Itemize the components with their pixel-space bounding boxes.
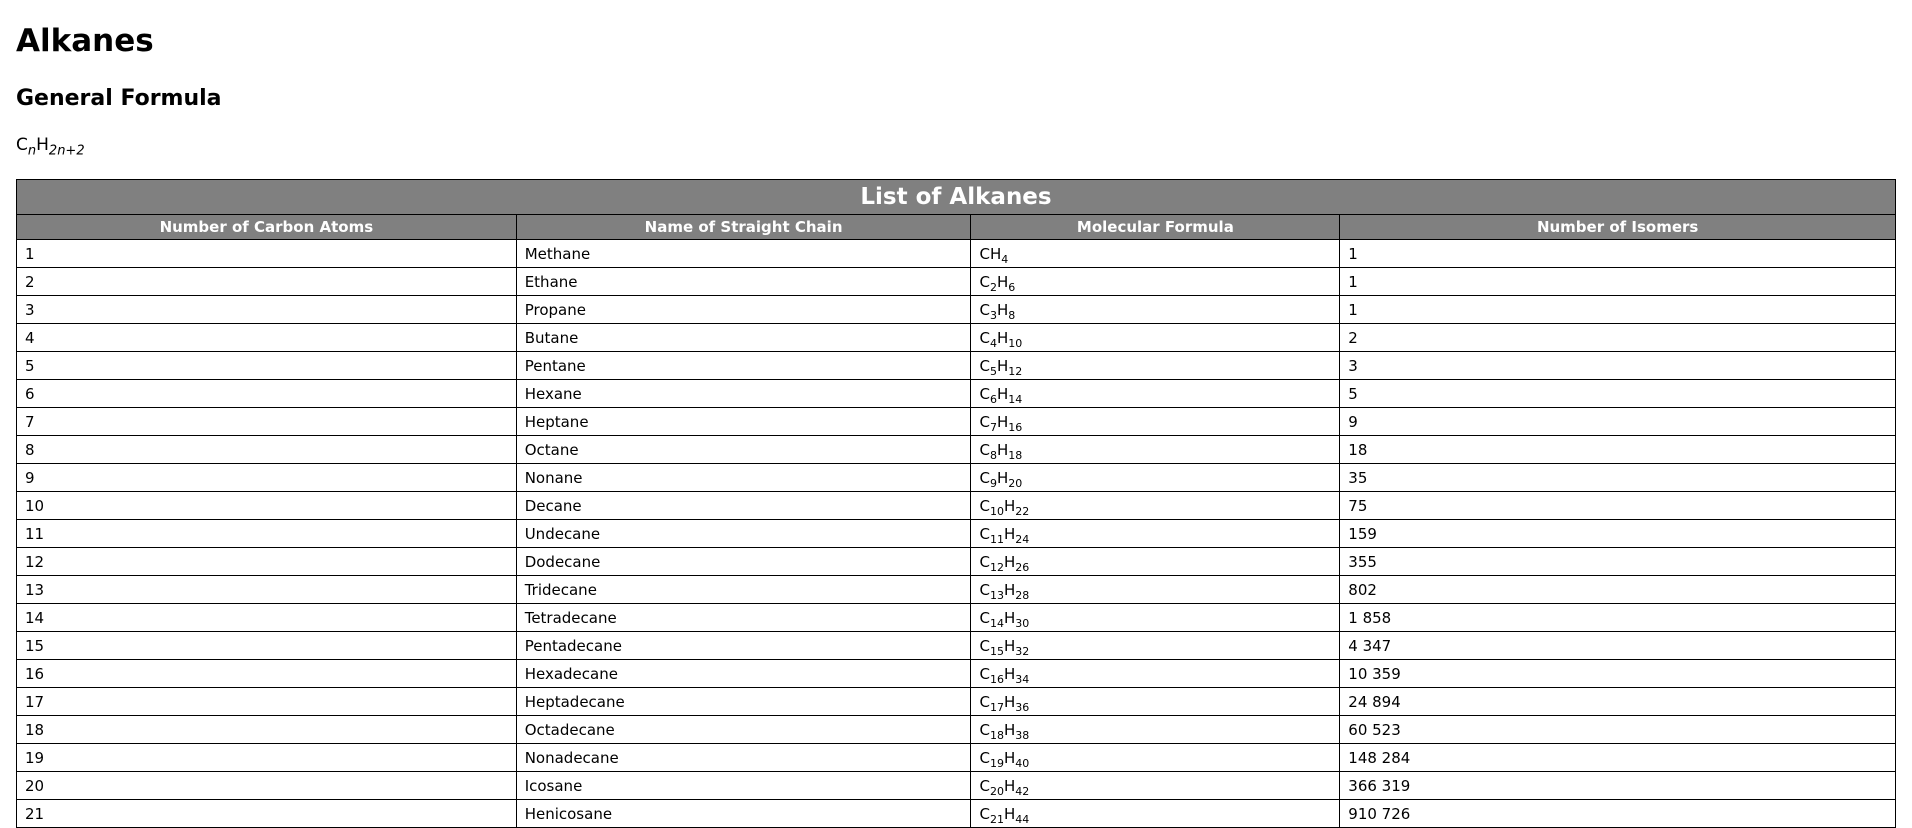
formula-hydrogen-subscript: 6: [1008, 280, 1016, 294]
cell-chain-name: Octadecane: [516, 716, 971, 744]
formula-hydrogen-subscript: 16: [1008, 420, 1023, 434]
cell-molecular-formula: [971, 772, 1340, 800]
cell-molecular-formula: [971, 464, 1340, 492]
formula-hydrogen-subscript: 32: [1015, 644, 1030, 658]
table-row: [17, 436, 1896, 464]
header-carbon-atoms: Number of Carbon Atoms: [17, 215, 517, 240]
cell-molecular-formula: [971, 436, 1340, 464]
cell-isomers: 802: [1340, 576, 1896, 604]
cell-molecular-formula: [971, 380, 1340, 408]
formula-carbon: C: [979, 552, 990, 571]
cell-chain-name: Dodecane: [516, 548, 971, 576]
formula-hydrogen-subscript: 28: [1015, 588, 1030, 602]
cell-carbon-atoms: 14: [17, 604, 517, 632]
table-row: [17, 492, 1896, 520]
formula-hydrogen: H: [989, 244, 1002, 263]
cell-molecular-formula: [971, 240, 1340, 268]
formula-hydrogen: H: [1003, 776, 1016, 795]
formula-hydrogen-subscript: 38: [1015, 728, 1030, 742]
cell-carbon-atoms: 19: [17, 744, 517, 772]
cell-molecular-formula: [971, 520, 1340, 548]
cell-molecular-formula: [971, 576, 1340, 604]
cell-carbon-atoms: 16: [17, 660, 517, 688]
cell-carbon-atoms: 6: [17, 380, 517, 408]
cell-molecular-formula: [971, 604, 1340, 632]
cell-molecular-formula: [971, 492, 1340, 520]
table-row: [17, 688, 1896, 716]
cell-molecular-formula: [971, 688, 1340, 716]
cell-carbon-atoms: 7: [17, 408, 517, 436]
table-row: [17, 380, 1896, 408]
formula-carbon: C: [979, 412, 990, 431]
table-row: [17, 408, 1896, 436]
formula-carbon-subscript: 21: [989, 812, 1004, 826]
formula-hydrogen: H: [1003, 720, 1016, 739]
cell-carbon-atoms: 4: [17, 324, 517, 352]
formula-hydrogen-subscript: 24: [1015, 532, 1030, 546]
table-row: [17, 324, 1896, 352]
cell-carbon-atoms: 11: [17, 520, 517, 548]
formula-carbon-subscript: 11: [989, 532, 1004, 546]
formula-hydrogen-subscript: 14: [1008, 392, 1023, 406]
cell-molecular-formula: [971, 268, 1340, 296]
cell-chain-name: Tridecane: [516, 576, 971, 604]
cell-chain-name: Heptane: [516, 408, 971, 436]
cell-carbon-atoms: 17: [17, 688, 517, 716]
cell-isomers: 75: [1340, 492, 1896, 520]
cell-chain-name: Pentane: [516, 352, 971, 380]
table-row: [17, 576, 1896, 604]
formula-hydrogen-subscript: 34: [1015, 672, 1030, 686]
general-formula-heading: General Formula: [16, 86, 222, 111]
table-row: [17, 268, 1896, 296]
cell-isomers: 5: [1340, 380, 1896, 408]
formula-hydrogen-subscript: 8: [1008, 308, 1016, 322]
cell-isomers: 60 523: [1340, 716, 1896, 744]
formula-carbon-subscript: 18: [989, 728, 1004, 742]
cell-chain-name: Pentadecane: [516, 632, 971, 660]
cell-carbon-atoms: 3: [17, 296, 517, 324]
header-chain-name: Name of Straight Chain: [516, 215, 971, 240]
cell-molecular-formula: [971, 324, 1340, 352]
cell-chain-name: Undecane: [516, 520, 971, 548]
cell-chain-name: Henicosane: [516, 800, 971, 828]
table-caption: List of Alkanes: [16, 179, 1896, 214]
table-body: [17, 240, 1896, 828]
formula-carbon-subscript: 13: [989, 588, 1004, 602]
cell-isomers: 3: [1340, 352, 1896, 380]
table-row: [17, 660, 1896, 688]
formula-hydrogen-subscript: 18: [1008, 448, 1023, 462]
table-row: [17, 632, 1896, 660]
cell-chain-name: Nonadecane: [516, 744, 971, 772]
formula-carbon-subscript: 15: [989, 644, 1004, 658]
cell-chain-name: Decane: [516, 492, 971, 520]
formula-hydrogen-subscript: 20: [1008, 476, 1023, 490]
formula-carbon-subscript: 2: [989, 280, 997, 294]
cell-isomers: 35: [1340, 464, 1896, 492]
cell-isomers: 9: [1340, 408, 1896, 436]
formula-carbon: C: [979, 496, 990, 515]
cell-carbon-atoms: 21: [17, 800, 517, 828]
formula-carbon-subscript: 10: [989, 504, 1004, 518]
cell-chain-name: Octane: [516, 436, 971, 464]
cell-chain-name: Methane: [516, 240, 971, 268]
cell-carbon-atoms: 13: [17, 576, 517, 604]
formula-hydrogen-subscript: 10: [1008, 336, 1023, 350]
formula-carbon-subscript: 6: [989, 392, 997, 406]
formula-carbon: C: [979, 804, 990, 823]
formula-carbon-subscript: 20: [989, 784, 1004, 798]
cell-carbon-atoms: 8: [17, 436, 517, 464]
cell-molecular-formula: [971, 352, 1340, 380]
formula-carbon-subscript: 8: [989, 448, 997, 462]
cell-isomers: 355: [1340, 548, 1896, 576]
page-title: Alkanes: [16, 23, 154, 59]
cell-carbon-atoms: 12: [17, 548, 517, 576]
cell-isomers: 159: [1340, 520, 1896, 548]
formula-hydrogen: H: [996, 356, 1009, 375]
formula-hydrogen: H: [996, 272, 1009, 291]
cell-carbon-atoms: 20: [17, 772, 517, 800]
cell-chain-name: Propane: [516, 296, 971, 324]
cell-isomers: 18: [1340, 436, 1896, 464]
cell-carbon-atoms: 2: [17, 268, 517, 296]
cell-carbon-atoms: 15: [17, 632, 517, 660]
formula-hydrogen-subscript: 36: [1015, 700, 1030, 714]
formula-carbon: C: [979, 608, 990, 627]
formula-hydrogen: H: [1003, 692, 1016, 711]
cell-chain-name: Heptadecane: [516, 688, 971, 716]
table-row: [17, 464, 1896, 492]
cell-molecular-formula: [971, 716, 1340, 744]
formula-carbon-subscript: 3: [989, 308, 997, 322]
cell-chain-name: Butane: [516, 324, 971, 352]
formula-hydrogen: H: [36, 135, 49, 155]
cell-isomers: 1: [1340, 296, 1896, 324]
formula-carbon: C: [979, 384, 990, 403]
formula-carbon: C: [979, 664, 990, 683]
formula-carbon-subscript: 9: [989, 476, 997, 490]
formula-carbon-subscript: 17: [989, 700, 1004, 714]
cell-isomers: 24 894: [1340, 688, 1896, 716]
alkanes-table: [16, 179, 1896, 828]
formula-carbon-subscript: 16: [989, 672, 1004, 686]
table-row: [17, 240, 1896, 268]
cell-carbon-atoms: 9: [17, 464, 517, 492]
cell-isomers: 910 726: [1340, 800, 1896, 828]
cell-chain-name: Tetradecane: [516, 604, 971, 632]
formula-hydrogen: H: [1003, 608, 1016, 627]
formula-carbon-subscript: 12: [989, 560, 1004, 574]
formula-carbon: C: [979, 468, 990, 487]
formula-hydrogen: H: [996, 468, 1009, 487]
formula-hydrogen: H: [1003, 524, 1016, 543]
cell-isomers: 1: [1340, 268, 1896, 296]
formula-hydrogen-subscript: 30: [1015, 616, 1030, 630]
formula-carbon-subscript: 7: [989, 420, 997, 434]
cell-isomers: 1 858: [1340, 604, 1896, 632]
table-row: [17, 296, 1896, 324]
cell-molecular-formula: [971, 660, 1340, 688]
table-row: [17, 716, 1896, 744]
header-isomers: Number of Isomers: [1340, 215, 1896, 240]
cell-molecular-formula: [971, 548, 1340, 576]
table-row: [17, 800, 1896, 828]
formula-carbon-subscript: n: [27, 143, 37, 159]
cell-chain-name: Hexadecane: [516, 660, 971, 688]
formula-carbon: C: [979, 440, 990, 459]
cell-chain-name: Nonane: [516, 464, 971, 492]
table-row: [17, 604, 1896, 632]
formula-hydrogen-subscript: 4: [1001, 252, 1009, 266]
table-row: [17, 520, 1896, 548]
cell-molecular-formula: [971, 296, 1340, 324]
cell-isomers: 10 359: [1340, 660, 1896, 688]
formula-hydrogen-subscript: 42: [1015, 784, 1030, 798]
formula-carbon: C: [979, 272, 990, 291]
table-row: [17, 352, 1896, 380]
cell-carbon-atoms: 1: [17, 240, 517, 268]
header-molecular-formula: Molecular Formula: [971, 215, 1340, 240]
formula-hydrogen: H: [1003, 496, 1016, 515]
formula-hydrogen-subscript: 22: [1015, 504, 1030, 518]
cell-isomers: 1: [1340, 240, 1896, 268]
cell-molecular-formula: [971, 800, 1340, 828]
formula-hydrogen: H: [1003, 552, 1016, 571]
general-formula: [16, 134, 1896, 162]
formula-carbon: C: [979, 356, 990, 375]
table-row: [17, 548, 1896, 576]
formula-carbon: C: [979, 524, 990, 543]
formula-hydrogen-subscript: 44: [1015, 812, 1030, 826]
formula-hydrogen: H: [996, 328, 1009, 347]
table-row: [17, 744, 1896, 772]
cell-carbon-atoms: 5: [17, 352, 517, 380]
formula-carbon: C: [979, 580, 990, 599]
formula-carbon: C: [979, 692, 990, 711]
formula-carbon: C: [979, 720, 990, 739]
cell-molecular-formula: [971, 408, 1340, 436]
cell-isomers: 4 347: [1340, 632, 1896, 660]
cell-carbon-atoms: 10: [17, 492, 517, 520]
formula-hydrogen-subscript: 12: [1008, 364, 1023, 378]
table-header-row: [17, 215, 1896, 240]
formula-carbon-subscript: 14: [989, 616, 1004, 630]
formula-hydrogen: H: [996, 440, 1009, 459]
formula-hydrogen: H: [996, 412, 1009, 431]
formula-carbon: C: [979, 636, 990, 655]
formula-carbon: C: [979, 776, 990, 795]
formula-hydrogen-subscript: 2n+2: [48, 143, 85, 159]
formula-hydrogen: H: [1003, 748, 1016, 767]
formula-carbon-subscript: 4: [989, 336, 997, 350]
formula-hydrogen: H: [1003, 636, 1016, 655]
formula-carbon: C: [979, 748, 990, 767]
cell-isomers: 148 284: [1340, 744, 1896, 772]
formula-hydrogen: H: [996, 384, 1009, 403]
formula-carbon-subscript: 19: [989, 756, 1004, 770]
formula-carbon-subscript: 5: [989, 364, 997, 378]
formula-hydrogen: H: [996, 300, 1009, 319]
cell-chain-name: Icosane: [516, 772, 971, 800]
cell-chain-name: Ethane: [516, 268, 971, 296]
cell-chain-name: Hexane: [516, 380, 971, 408]
cell-carbon-atoms: 18: [17, 716, 517, 744]
formula-carbon: C: [979, 244, 990, 263]
formula-carbon: C: [979, 328, 990, 347]
cell-isomers: 2: [1340, 324, 1896, 352]
formula-hydrogen-subscript: 26: [1015, 560, 1030, 574]
table-row: [17, 772, 1896, 800]
formula-carbon: C: [979, 300, 990, 319]
cell-molecular-formula: [971, 744, 1340, 772]
formula-hydrogen-subscript: 40: [1015, 756, 1030, 770]
cell-isomers: 366 319: [1340, 772, 1896, 800]
formula-hydrogen: H: [1003, 664, 1016, 683]
formula-hydrogen: H: [1003, 804, 1016, 823]
cell-molecular-formula: [971, 632, 1340, 660]
formula-carbon: C: [16, 135, 28, 155]
formula-hydrogen: H: [1003, 580, 1016, 599]
